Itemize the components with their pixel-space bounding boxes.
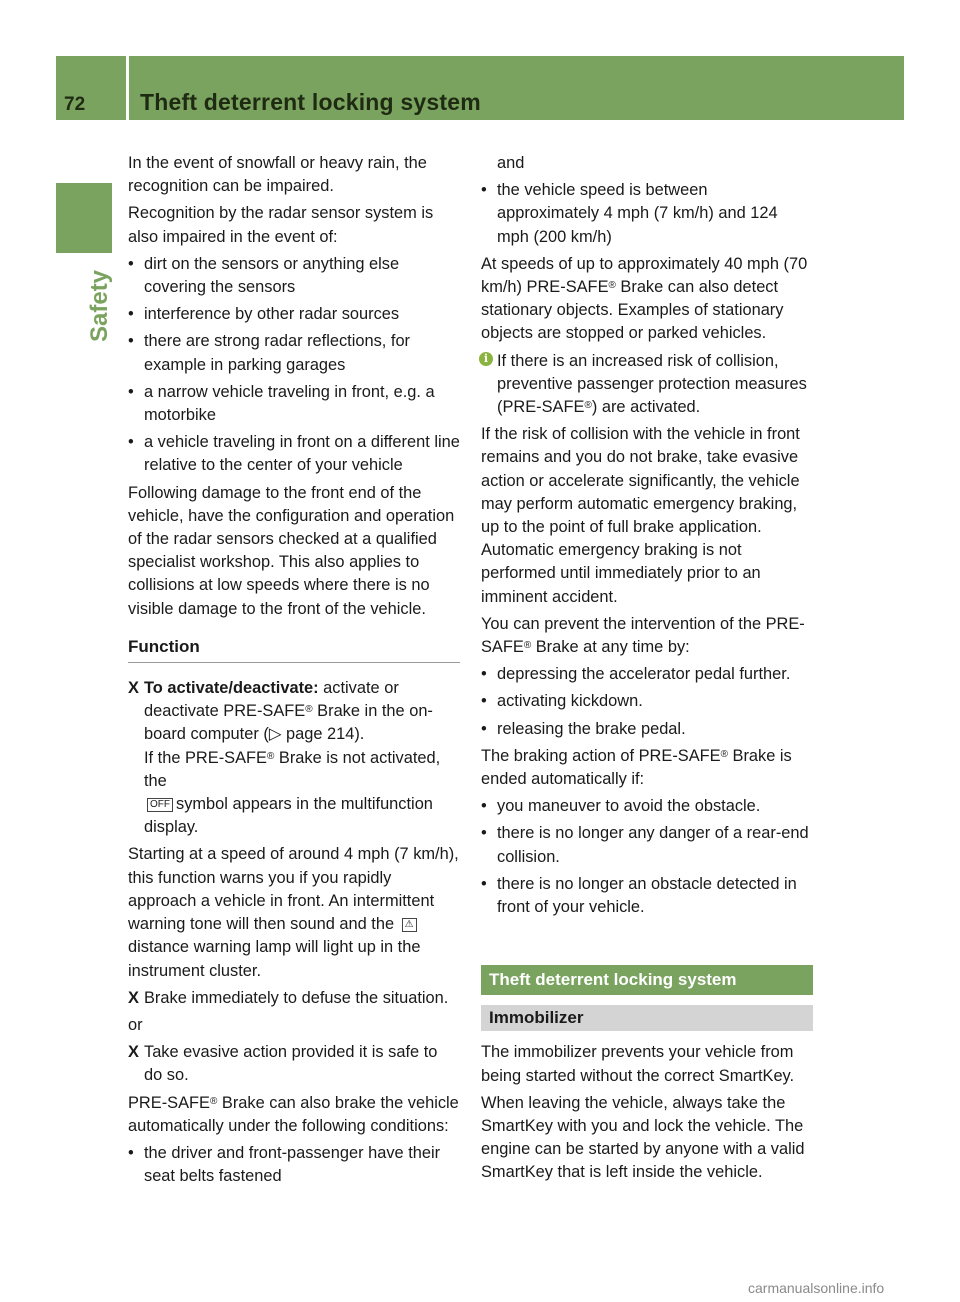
info-note: i If there is an increased risk of collision, preventive passenger protection measures (PRE-SAFE®) are activated.	[481, 350, 813, 420]
list-item: • activating kickdown.	[481, 690, 813, 713]
info-icon: i	[479, 352, 493, 366]
instruction-step: X Take evasive action provided it is safe to do so.	[128, 1043, 438, 1085]
page-number: 72	[64, 94, 86, 115]
paragraph: You can prevent the intervention of the PRE-SAFE® Brake at any time by:	[481, 614, 805, 657]
header-divider	[126, 56, 129, 120]
list-item: • there is no longer any danger of a rear-end collision.	[481, 822, 813, 868]
registered-mark: ®	[608, 280, 616, 292]
page-ref-arrow-icon: ▷	[268, 725, 282, 744]
section-heading-function: Function	[128, 635, 460, 663]
step-label: To activate/deactivate:	[144, 679, 319, 698]
right-column	[481, 152, 813, 1189]
or-text: or	[128, 1015, 143, 1034]
list-item: • the driver and front-passenger have their seat belts fastened	[128, 1142, 460, 1188]
list-item: • you maneuver to avoid the obstacle.	[481, 795, 813, 818]
watermark: carmanualsonline.info	[748, 1280, 885, 1296]
registered-mark: ®	[305, 704, 313, 716]
list-item: • there is no longer an obstacle detected in front of your vehicle.	[481, 873, 813, 919]
list-item: • dirt on the sensors or anything else covering the sensors	[128, 253, 460, 299]
list-item: • there are strong radar reflections, for example in parking garages	[128, 330, 460, 376]
registered-mark: ®	[523, 640, 532, 652]
paragraph: In the event of snowfall or heavy rain, the recognition can be impaired.	[128, 154, 427, 196]
paragraph: The immobilizer prevents your vehicle from being started without the correct SmartKey.	[481, 1043, 795, 1085]
paragraph: Following damage to the front end of the vehicle, have the configuration and operation of the radar sensors checked at a qualified specialist workshop. This also applies to collisions at low speeds where there is no visible damage to the front of the vehicle.	[128, 483, 455, 618]
list-item: • the vehicle speed is between approximately 4 mph (7 km/h) and 124 mph (200 km/h)	[481, 179, 813, 249]
page-title: Theft deterrent locking system	[140, 89, 481, 115]
paragraph: Starting at a speed of around 4 mph (7 km/h), this function warns you if you rapidly approach a vehicle in front. An intermittent warning tone will then sound and the ⚠ distance warning lamp will light up in the instrument cluster.	[128, 845, 459, 980]
paragraph: PRE-SAFE® Brake can also brake the vehicle automatically under the following conditions:	[128, 1093, 459, 1135]
paragraph: If the risk of collision with the vehicle in front remains and you do not brake, take evasive action or accelerate significantly, the vehicle may perform automatic emergency braking, up to the point of full brake application. Automatic emergency braking is not performed until immediately prior to an imminent accident.	[481, 425, 800, 606]
paragraph: The braking action of PRE-SAFE® Brake is ended automatically if:	[481, 746, 792, 789]
paragraph: At speeds of up to approximately 40 mph (70 km/h) PRE-SAFE® Brake can also detect stationary objects. Examples of stationary objects are stopped or parked vehicles.	[481, 254, 808, 343]
step-arrow-icon: X	[128, 988, 139, 1007]
registered-mark: ®	[584, 400, 592, 412]
step-arrow-icon: X	[128, 679, 139, 698]
list-item: • interference by other radar sources	[128, 303, 460, 326]
list-item: • depressing the accelerator pedal further.	[481, 663, 813, 686]
registered-mark: ®	[266, 750, 275, 762]
list-item: • releasing the brake pedal.	[481, 718, 813, 741]
paragraph: Recognition by the radar sensor system is also impaired in the event of:	[128, 204, 434, 246]
paragraph: When leaving the vehicle, always take the SmartKey with you and lock the vehicle. The engine can be started by anyone with a valid SmartKey that is left inside the vehicle.	[481, 1093, 805, 1182]
section-heading-theft-deterrent: Theft deterrent locking system	[481, 965, 813, 995]
side-tab-label: Safety	[86, 269, 113, 342]
subsection-heading-immobilizer: Immobilizer	[481, 1005, 813, 1031]
left-column	[128, 152, 460, 1192]
instruction-step: X To activate/deactivate: activate or deactivate PRE-SAFE® Brake in the on-board computer (▷ page 214). If the PRE-SAFE® Brake is not activated, the OFF symbol appears in the multifunction display.	[128, 679, 441, 837]
registered-mark: ®	[209, 1095, 218, 1107]
and-text: and	[497, 154, 525, 172]
list-item: • a narrow vehicle traveling in front, e.g. a motorbike	[128, 381, 460, 427]
instruction-step: X Brake immediately to defuse the situation.	[128, 987, 460, 1010]
step-arrow-icon: X	[128, 1043, 139, 1062]
registered-mark: ®	[720, 748, 728, 760]
list-item: • a vehicle traveling in front on a different line relative to the center of your vehicle	[128, 431, 460, 477]
pre-safe-off-icon: OFF	[147, 798, 173, 812]
distance-warning-lamp-icon: ⚠	[402, 918, 417, 932]
side-tab-marker	[56, 183, 112, 253]
